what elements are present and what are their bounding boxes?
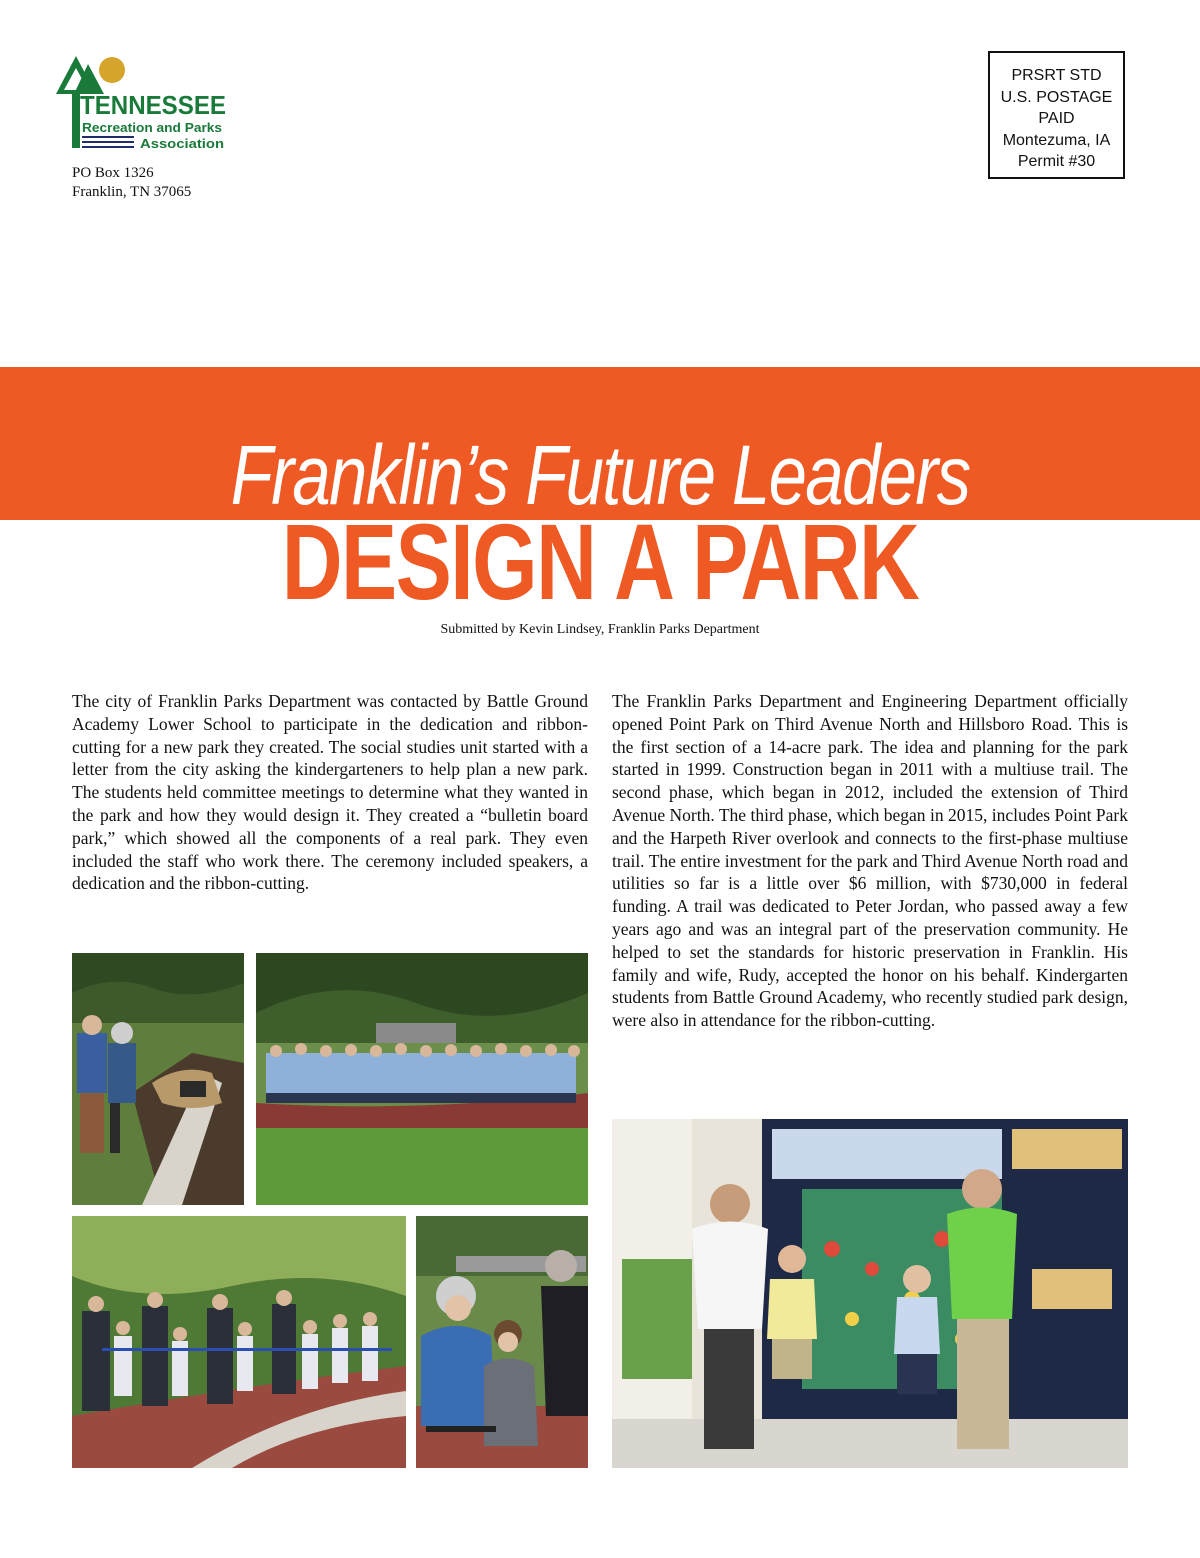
photo-ribbon-cutting bbox=[72, 1216, 406, 1468]
headline-line2: DESIGN A PARK bbox=[281, 501, 919, 622]
photo-plaque-dedication bbox=[72, 953, 244, 1205]
article-left-column: The city of Franklin Parks Department was contacted by Battle Ground Academy Lower School to participate in the dedication and ribbon-cutting for a new park they created. The social studies unit started with a letter from the city asking the kindergarteners to help plan a new park. The students held committee meetings to determine what they wanted in the park and how they would design it. They created a “bulletin board park,” which showed all the components of a real park. They even included the staff who work there. The ceremony included speakers, a dedication and the ribbon-cutting. bbox=[72, 691, 588, 894]
byline: Submitted by Kevin Lindsey, Franklin Parks Department bbox=[440, 622, 760, 637]
postage-line1: PRSRT STD bbox=[1011, 67, 1102, 84]
photo-guests-seated bbox=[416, 1216, 588, 1468]
postage-indicia bbox=[988, 51, 1125, 179]
photo-students-seated bbox=[256, 953, 588, 1205]
postage-line5: Permit #30 bbox=[1017, 153, 1096, 170]
logo-graphic bbox=[52, 54, 232, 154]
article-right-column: The Franklin Parks Department and Engineering Department officially opened Point Park on Third Avenue North and Hillsboro Road. This is the first section of a 14-acre park. The idea and planning for the park started in 1999. Construction began in 2011 with a multiuse trail. The second phase, which began in 2012, included the extension of Third Avenue North. The third phase, which began in 2015, includes Point Park and the Harpeth River overlook and connects to the first-phase multiuse trail. The entire investment for the park and Third Avenue North road and utilities so far is a little over $6 million, with $730,000 in federal funding. A trail was dedicated to Peter Jordan, who passed away a few years ago and was an integral part of the preservation community. He helped to set the standards for historic preservation in Franklin. His family and wife, Rudy, accepted the honor on his behalf. Kindergarten students from Battle Ground Academy, who recently studied park design, were also in attendance for the ribbon-cutting. bbox=[612, 691, 1128, 1031]
postage-line2: U.S. POSTAGE bbox=[1000, 88, 1113, 106]
logo-line1: TENNESSEE bbox=[80, 90, 226, 120]
logo-line3: Association bbox=[140, 136, 225, 151]
tennessee-rpa-logo bbox=[52, 54, 232, 154]
photo-bulletin-board-park bbox=[612, 1119, 1128, 1468]
postage-line4: Montezuma, IA bbox=[1002, 131, 1111, 149]
address-line1: PO Box 1326 bbox=[72, 165, 154, 181]
headline-line1: Franklin’s Future Leaders bbox=[230, 428, 970, 522]
return-address bbox=[72, 164, 191, 202]
postage-line3: PAID bbox=[1038, 110, 1075, 127]
address-line2: Franklin, TN 37065 bbox=[72, 184, 192, 200]
logo-line2: Recreation and Parks bbox=[82, 120, 222, 135]
